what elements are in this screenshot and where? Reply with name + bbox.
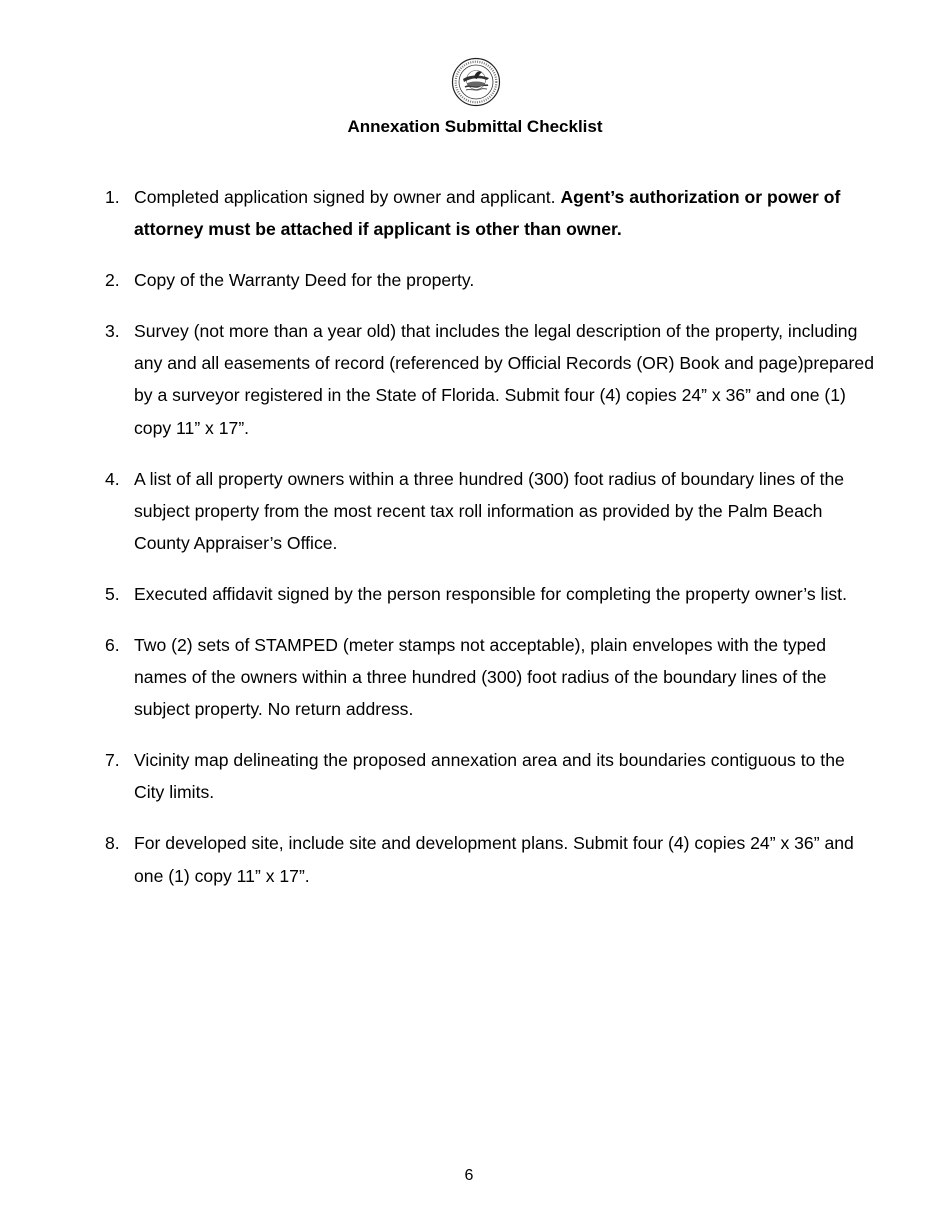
item-number: 6. [105, 634, 120, 655]
page-number: 6 [464, 1167, 474, 1184]
checklist-item [105, 463, 875, 560]
checklist-item [105, 629, 875, 726]
item-text: Completed application signed by owner and applicant. [134, 187, 561, 207]
item-number: 5. [105, 583, 120, 604]
item-number: 2. [105, 270, 120, 291]
item-text: Vicinity map delineating the proposed annexation area and its boundaries contiguous to the City limits. [134, 750, 845, 803]
city-seal-icon [451, 57, 501, 107]
item-number: 1. [105, 187, 120, 207]
item-text: Copy of the Warranty Deed for the property. [134, 270, 475, 291]
checklist [105, 181, 875, 910]
checklist-item [105, 181, 875, 246]
checklist-item [105, 315, 875, 444]
checklist-item [105, 578, 875, 610]
item-number: 3. [105, 320, 120, 341]
item-text: Survey (not more than a year old) that includes the legal description of the property, including any and all easements of record (referenced by Official Records (OR) Book and page)prepared by a surveyor registered in the State of Florida. Submit four (4) copies 24” x 36” and one (1) copy 11” x 17”. [134, 320, 874, 438]
item-bold-text: Agent’s authorization or power of attorney must be attached if applicant is other than owner. [134, 187, 841, 240]
item-number: 7. [105, 750, 120, 771]
page-title: Annexation Submittal Checklist [347, 117, 603, 136]
item-text: A list of all property owners within a three hundred (300) foot radius of boundary lines of the subject property from the most recent tax roll information as provided by the Palm Beach County Appraiser’s Office. [134, 468, 845, 554]
item-text: Executed affidavit signed by the person responsible for completing the property owner’s list. [134, 583, 847, 604]
item-number: 4. [105, 468, 120, 489]
checklist-item [105, 264, 875, 296]
checklist-item [105, 744, 875, 809]
checklist-item [105, 827, 875, 892]
item-text: Two (2) sets of STAMPED (meter stamps not acceptable), plain envelopes with the typed names of the owners within a three hundred (300) foot radius of the boundary lines of the subject property. No return address. [134, 634, 827, 720]
item-text: For developed site, include site and development plans. Submit four (4) copies 24” x 36” and one (1) copy 11” x 17”. [134, 833, 854, 886]
item-number: 8. [105, 833, 120, 854]
